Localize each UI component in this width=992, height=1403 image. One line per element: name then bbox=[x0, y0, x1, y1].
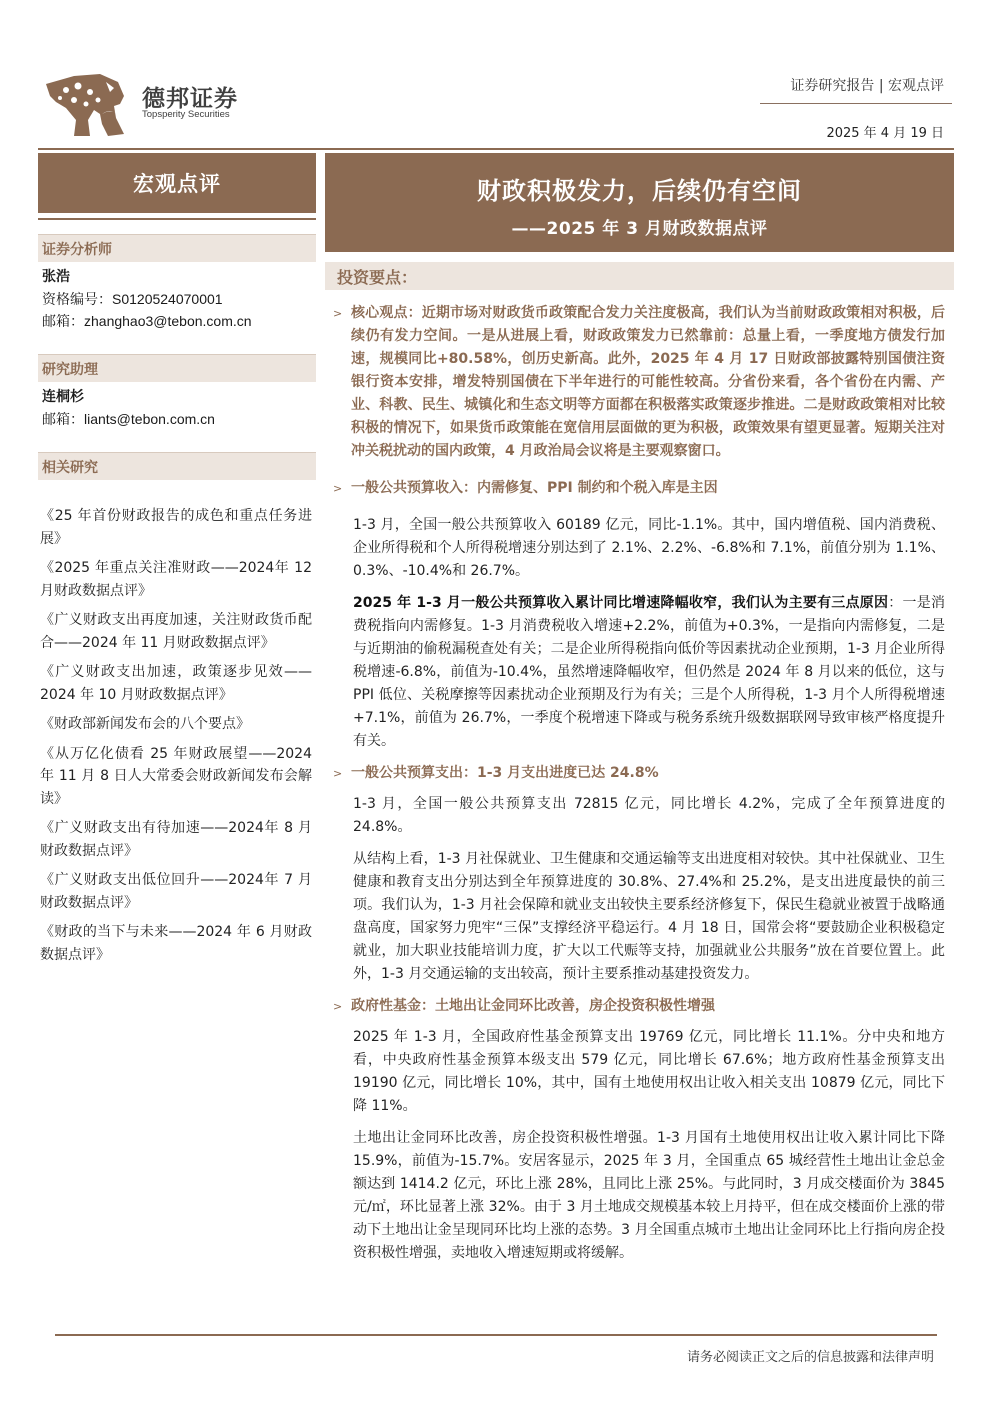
assistant-section-head: 研究助理 bbox=[38, 354, 316, 382]
revenue-bullet bbox=[333, 477, 945, 500]
revenue-paragraph-2-body: ：一是消费税指向内需修复。1-3 月消费税收入增速+2.2%，前值为+0.3%，一是指向内需修复，二是与近期油的偷税漏税查处有关；二是企业所得税指向低价等因素扰动企业预期，1-3 月企业所得税增速-6.8%，前值为-10.4%，虽然增速降幅收窄，但仍然是 2024 年 8 月以来的低位，这与 PPI 低位、关税摩擦等因素扰动企业预期及行为有关；三是个人所得税，1-3 月个人所得税增速+7.1%，前值为 26.7%，一季度个税增速下降或与税务系统升级数据联网导致审核严格度提升有关。 bbox=[353, 595, 946, 749]
related-item[interactable]: 《广义财政支出低位回升——2024年 7 月财政数据点评》 bbox=[40, 872, 312, 911]
related-research-list bbox=[40, 505, 312, 973]
gov-fund-paragraph-2: 土地出让金同环比改善，房企投资积极性增强。1-3 月国有土地使用权出让收入累计同比下降 15.9%，前值为-15.7%。安居客显示，2025 年 3 月，全国重点 65 城经营性土地出让金总金额达到 1414.2 亿元，环比上涨 28%，且同比上涨 25%。与此同时，3 月成交楼面价为 3845 元/㎡，环比显著上涨 32%。由于 3 月土地成交规模基本较上月持平，但在成交楼面价上涨的带动下土地出让金呈现同环比均上涨的态势。3 月全国重点城市土地出让金同环比上行指向房企投资积极性增强，卖地收入增速短期或将缓解。 bbox=[353, 1130, 945, 1261]
expenditure-bullet bbox=[333, 762, 945, 785]
assistant-info bbox=[42, 386, 316, 430]
main-content bbox=[333, 302, 945, 1274]
leopard-logo-icon bbox=[44, 70, 126, 138]
expenditure-heading: 一般公共预算支出：1-3 月支出进度已达 24.8% bbox=[351, 765, 659, 781]
expenditure-paragraph-2: 从结构上看，1-3 月社保就业、卫生健康和交通运输等支出进度相对较快。其中社保就业、卫生健康和教育支出分别达到全年预算进度的 30.8%、27.4%和 25.2%，是支出进度最快的前三项。我们认为，1-3 月社会保障和就业支出较快主要系经济修复下，保民生稳就业被置于战略通盘高度，国家努力兜牢“三保”支撑经济平稳运行。4 月 18 日，国常会将“要鼓励企业积极稳定就业，加大职业技能培训力度，扩大以工代赈等支持，加强就业公共服务”放在首要位置上。此外，1-3 月交通运输的支出较高，预计主要系推动基建投资发力。 bbox=[353, 851, 945, 982]
related-item[interactable]: 《财政部新闻发布会的八个要点》 bbox=[40, 716, 250, 732]
related-item[interactable]: 《广义财政支出再度加速，关注财政货币配合——2024 年 11 月财政数据点评》 bbox=[40, 612, 312, 651]
brand-name-cn: 德邦证券 bbox=[142, 86, 238, 112]
analyst-info bbox=[42, 266, 316, 332]
gov-fund-bullet bbox=[333, 995, 945, 1018]
top-divider bbox=[38, 148, 954, 150]
revenue-paragraph-1: 1-3 月，全国一般公共预算收入 60189 亿元，同比-1.1%。其中，国内增值税、国内消费税、企业所得税和个人所得税增速分别达到了 2.1%、2.2%、-6.8%和 7.1%，前值分别为 1.1%、0.3%、-10.4%和 26.7%。 bbox=[353, 517, 945, 579]
assistant-name: 连桐杉 bbox=[42, 389, 84, 405]
category-banner: 宏观点评 bbox=[38, 153, 316, 213]
revenue-paragraph-2 bbox=[353, 592, 945, 753]
gov-fund-heading: 政府性基金：土地出让金同环比改善，房企投资积极性增强 bbox=[351, 998, 715, 1014]
brand-name-en: Topsperity Securities bbox=[142, 109, 230, 120]
legal-disclaimer: 请务必阅读正文之后的信息披露和法律声明 bbox=[686, 1350, 934, 1365]
related-item[interactable]: 《25 年首份财政报告的成色和重点任务进展》 bbox=[40, 508, 312, 547]
bullet-arrow-icon: > bbox=[333, 767, 343, 780]
analyst-cert: 资格编号：S0120524070001 bbox=[42, 291, 223, 307]
expenditure-paragraph-1: 1-3 月，全国一般公共预算支出 72815 亿元，同比增长 4.2%，完成了全年预算进度的 24.8%。 bbox=[353, 796, 945, 835]
bullet-arrow-icon: > bbox=[333, 482, 343, 495]
core-view-text: 核心观点：近期市场对财政货币政策配合发力关注度极高，我们认为当前财政政策相对积极，后续仍有发力空间。一是从进展上看，财政政策发力已然靠前：总量上看，一季度地方债发行加速，规模同比+80.58%，创历史新高。此外，2025 年 4 月 17 日财政部披露特别国债注资银行资本安排，增发特别国债在下半年进行的可能性较高。分省份来看，各个省份在内需、产业、科教、民生、城镇化和生态文明等方面都在积极落实政策逐步推进。二是财政政策相对比较积极的情况下，如果货币政策能在宽信用层面做的更为积极，政策效果有望更显著。短期关注对冲关税扰动的国内政策，4 月政治局会议将是主要观察窗口。 bbox=[351, 305, 945, 459]
report-title: 财政积极发力，后续仍有空间 bbox=[477, 177, 802, 205]
analyst-name: 张浩 bbox=[42, 269, 70, 285]
revenue-heading: 一般公共预算收入：内需修复、PPI 制约和个税入库是主因 bbox=[351, 480, 718, 496]
bottom-divider bbox=[55, 1334, 937, 1336]
gov-fund-paragraph-1: 2025 年 1-3 月，全国政府性基金预算支出 19769 亿元，同比增长 11.1%。分中央和地方看，中央政府性基金预算本级支出 579 亿元，同比增长 67.6%；地方政府性基金预算支出 19190 亿元，同比增长 10%，其中，国有土地使用权出让收入相关支出 10879 亿元，同比下降 11%。 bbox=[353, 1029, 945, 1114]
related-item[interactable]: 《2025 年重点关注准财政——2024年 12 月财政数据点评》 bbox=[40, 560, 312, 599]
related-item[interactable]: 《广义财政支出加速，政策逐步见效——2024 年 10 月财政数据点评》 bbox=[40, 664, 312, 703]
banner-divider bbox=[38, 218, 316, 220]
report-date: 2025 年 4 月 19 日 bbox=[826, 126, 944, 141]
report-type: 证券研究报告 | 宏观点评 bbox=[790, 78, 944, 94]
report-subtitle: ——2025 年 3 月财政数据点评 bbox=[511, 219, 768, 239]
related-item[interactable]: 《财政的当下与未来——2024 年 6 月财政数据点评》 bbox=[40, 924, 312, 963]
title-block bbox=[325, 153, 954, 252]
assistant-email[interactable]: 邮箱：liants@tebon.com.cn bbox=[42, 411, 215, 427]
header-divider bbox=[760, 103, 952, 104]
invest-highlights-head: 投资要点： bbox=[325, 262, 954, 290]
core-view-bullet bbox=[333, 302, 945, 463]
related-section-head: 相关研究 bbox=[38, 452, 316, 480]
bullet-arrow-icon: > bbox=[333, 307, 343, 320]
bullet-arrow-icon: > bbox=[333, 1000, 343, 1013]
related-item[interactable]: 《广义财政支出有待加速——2024年 8 月财政数据点评》 bbox=[40, 820, 312, 859]
revenue-bold-lead: 2025 年 1-3 月一般公共预算收入累计同比增速降幅收窄，我们认为主要有三点原因 bbox=[353, 595, 889, 611]
analyst-section-head: 证券分析师 bbox=[38, 234, 316, 262]
related-item[interactable]: 《从万亿化债看 25 年财政展望——2024 年 11 月 8 日人大常委会财政新闻发布会解读》 bbox=[40, 745, 312, 807]
analyst-email[interactable]: 邮箱：zhanghao3@tebon.com.cn bbox=[42, 313, 252, 329]
